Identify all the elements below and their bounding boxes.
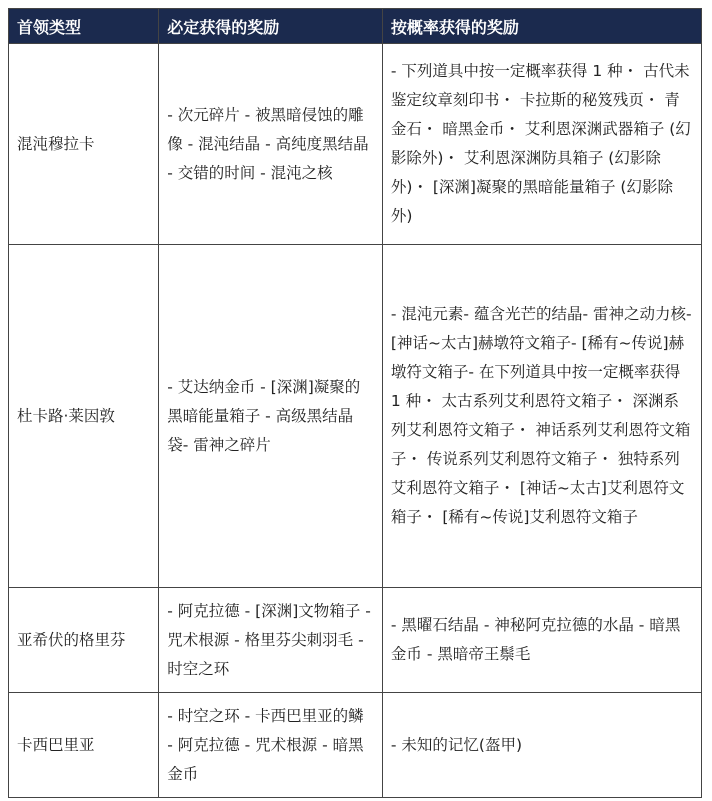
boss-name-cell: 亚希伏的格里芬	[9, 588, 159, 693]
chance-rewards-cell: - 下列道具中按一定概率获得 1 种・ 古代未鉴定纹章刻印书・ 卡拉斯的秘笈残页・ 青金石・ 暗黑金币・ 艾利恩深渊武器箱子 (幻影除外)・ 艾利恩深渊防具箱子 (幻影除外)・ [深渊]凝聚的黑暗能量箱子 (幻影除外)	[382, 44, 701, 245]
table-row	[9, 44, 702, 245]
header-boss-type: 首领类型	[9, 9, 159, 44]
chance-rewards-cell: - 混沌元素- 蕴含光芒的结晶- 雷神之动力核- [神话~太古]赫墩符文箱子- [稀有~传说]赫墩符文箱子- 在下列道具中按一定概率获得 1 种・ 太古系列艾利恩符文箱子・ 深渊系列艾利恩符文箱子・ 神话系列艾利恩符文箱子・ 传说系列艾利恩符文箱子・ 独特系列艾利恩符文箱子・ [神话~太古]艾利恩符文箱子・ [稀有~传说]艾利恩符文箱子	[382, 245, 701, 588]
table-header-row	[9, 9, 702, 44]
guaranteed-rewards-cell: - 艾达纳金币 - [深渊]凝聚的黑暗能量箱子 - 高级黑结晶袋- 雷神之碎片	[159, 245, 383, 588]
guaranteed-rewards-cell: - 时空之环 - 卡西巴里亚的鳞 - 阿克拉德 - 咒术根源 - 暗黑金币	[159, 693, 383, 798]
header-guaranteed-rewards: 必定获得的奖励	[159, 9, 383, 44]
header-chance-rewards: 按概率获得的奖励	[382, 9, 701, 44]
guaranteed-rewards-cell: - 次元碎片 - 被黑暗侵蚀的雕像 - 混沌结晶 - 高纯度黑结晶 - 交错的时间 - 混沌之核	[159, 44, 383, 245]
boss-name-cell: 卡西巴里亚	[9, 693, 159, 798]
rewards-table	[8, 8, 702, 798]
guaranteed-rewards-cell: - 阿克拉德 - [深渊]文物箱子 - 咒术根源 - 格里芬尖刺羽毛 - 时空之环	[159, 588, 383, 693]
chance-rewards-cell: - 黑曜石结晶 - 神秘阿克拉德的水晶 - 暗黑金币 - 黑暗帝王鬃毛	[382, 588, 701, 693]
table-row	[9, 588, 702, 693]
table-row	[9, 245, 702, 588]
chance-rewards-cell: - 未知的记忆(盔甲)	[382, 693, 701, 798]
boss-name-cell: 杜卡路·莱因敦	[9, 245, 159, 588]
table-row	[9, 693, 702, 798]
boss-name-cell: 混沌穆拉卡	[9, 44, 159, 245]
